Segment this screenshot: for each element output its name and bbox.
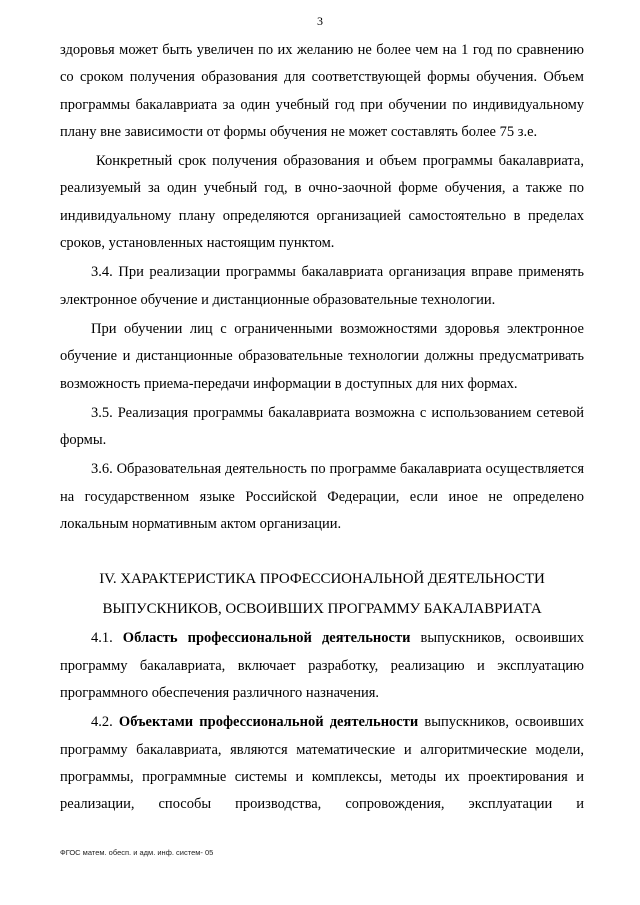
paragraph-term-and-volume: Конкретный срок получения образования и объем программы бакалавриата, реализуемый за один учебный год, в очно-заочной форме обучения, а также по индивидуальному плану определяются организацией самостоятельно в пределах сроков, установленных настоящим пунктом.: [60, 153, 584, 252]
paragraph-continuation: здоровья может быть увеличен по их желанию не более чем на 1 год по сравнению со сроком получения образования для соответствующей формы обучения. Объем программы бакалавриата за один учебный год при обучении по индивидуальному плану вне зависимости от формы обучения не может составлять более 75 з.е.: [60, 42, 584, 140]
item-4-1-number: 4.1.: [91, 630, 113, 647]
paragraph-3-4: 3.4. При реализации программы бакалавриата организация вправе применять электронное обучение и дистанционные образовательные технологии.: [60, 264, 584, 308]
footer-document-code: ФГОС матем. обесп. и адм. инф. систем- 05: [60, 848, 214, 857]
section-heading-line-2: ВЫПУСКНИКОВ, ОСВОИВШИХ ПРОГРАММУ БАКАЛАВРИАТА: [102, 601, 542, 618]
paragraph-4-1: [60, 625, 584, 707]
item-4-2-text: выпускников, освоивших программу бакалавриата, являются математические и алгоритмические модели, программы, программные системы и комплексы, методы их проектирования и реализации, способы производства, сопровождения, эксплуатации и: [60, 714, 585, 813]
paragraph-disabilities: При обучении лиц с ограниченными возможностями здоровья электронное обучение и дистанционные образовательные технологии должны предусматривать возможность приема-передачи информации в доступных для них формах.: [60, 320, 584, 392]
paragraph-3-5: 3.5. Реализация программы бакалавриата возможна с использованием сетевой формы.: [60, 404, 584, 449]
paragraph-4-2: [60, 709, 584, 818]
item-4-2-number: 4.2.: [91, 714, 113, 731]
item-4-2-term: Объектами профессиональной деятельности: [118, 714, 419, 731]
section-heading: [60, 564, 584, 624]
page-number: 3: [317, 14, 323, 28]
item-4-1-text: выпускников, освоивших программу бакалавриата, включает разработку, реализацию и эксплуатацию программного обеспечения различного назначения.: [60, 630, 584, 701]
paragraph-3-6: 3.6. Образовательная деятельность по программе бакалавриата осуществляется на государственном языке Российской Федерации, если иное не определено локальным нормативным актом организации.: [60, 461, 584, 533]
item-4-1-term: Область профессиональной деятельности: [122, 630, 411, 647]
section-heading-line-1: IV. ХАРАКТЕРИСТИКА ПРОФЕССИОНАЛЬНОЙ ДЕЯТЕЛЬНОСТИ: [99, 571, 545, 588]
